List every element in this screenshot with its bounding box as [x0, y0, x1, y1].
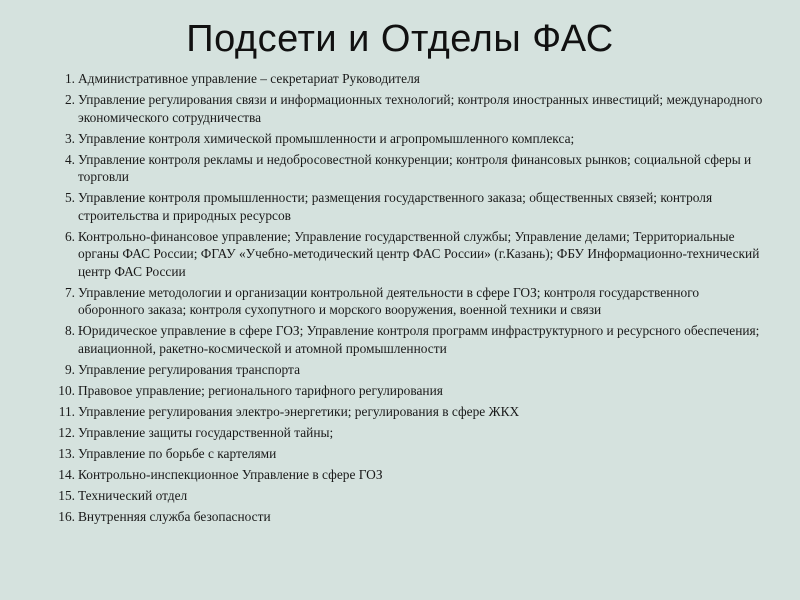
list-item: [28, 70, 768, 88]
list-item-text: Контрольно-финансовое управление; Управление государственной службы; Управление делами; Территориальные органы ФАС России; ФГАУ «Учебно-методический центр ФАС России» (г.Казань); ФБУ Информационно-технический центр ФАС России: [78, 228, 760, 279]
list-item-text: Правовое управление; регионального тарифного регулирования: [78, 383, 443, 399]
list-item: [28, 403, 768, 421]
list-item-text: Юридическое управление в сфере ГОЗ; Управление контроля программ инфраструктурного и ресурсного обеспечения; авиационной, ракетно-космической и атомной промышленности: [78, 323, 760, 357]
list-item-text: Внутренняя служба безопасности: [78, 508, 271, 524]
department-list: [28, 70, 768, 529]
list-item-number-wrap: [28, 130, 78, 148]
list-item-text: Управление контроля промышленности; размещения государственного заказа; общественных связей; контроля строительства и природных ресурсов: [78, 190, 713, 223]
list-item-number: 16.: [58, 508, 75, 524]
list-item-number: 14.: [58, 466, 75, 482]
list-item: [28, 466, 768, 484]
list-item: [28, 189, 768, 224]
list-item-number: 10.: [58, 383, 75, 399]
list-item-number: 9.: [64, 362, 75, 378]
list-item-text: Управление защиты государственной тайны;: [78, 424, 334, 440]
list-item-number-wrap: [28, 284, 78, 302]
list-item-text: Управление по борьбе с картелями: [78, 445, 277, 461]
list-item-text: Управление регулирования связи и информационных технологий; контроля иностранных инвестиций; международного экономического сотрудничества: [78, 91, 763, 125]
list-item-number-wrap: [28, 403, 78, 421]
list-item-number-wrap: [28, 91, 78, 109]
list-item: [28, 361, 768, 379]
list-item-number: 7.: [64, 284, 75, 300]
list-item-number: 15.: [58, 487, 75, 503]
list-item: [28, 424, 768, 442]
list-item-text: Административное управление – секретариат Руководителя: [78, 71, 420, 86]
list-item-text: Технический отдел: [78, 487, 188, 503]
list-item-number-wrap: [28, 424, 78, 442]
list-item: [28, 91, 768, 126]
list-item-text: Управление контроля рекламы и недобросовестной конкуренции; контроля финансовых рынков; социальной сферы и торговли: [78, 151, 752, 185]
list-item-number: 12.: [58, 424, 75, 440]
list-item: [28, 382, 768, 400]
list-item-number: 4.: [64, 151, 75, 167]
list-item: [28, 130, 768, 148]
list-item-number-wrap: [28, 487, 78, 505]
list-item-number-wrap: [28, 189, 78, 207]
list-item-number: 8.: [64, 323, 75, 339]
list-item-number-wrap: [28, 361, 78, 379]
list-item-number-wrap: [28, 151, 78, 169]
list-item-number: 13.: [58, 445, 75, 461]
list-item-number: 11.: [58, 404, 75, 419]
list-item-number-wrap: [28, 445, 78, 463]
list-item-number-wrap: [28, 466, 78, 484]
list-item-text: Управление регулирования транспорта: [78, 362, 301, 378]
list-item: [28, 445, 768, 463]
list-item-text: Управление регулирования электро-энергетики; регулирования в сфере ЖКХ: [78, 404, 520, 419]
list-item-number-wrap: [28, 228, 78, 246]
list-item-text: Управление методологии и организации контрольной деятельности в сфере ГОЗ; контроля государственного оборонного заказа; контроля сухопутного и морского вооружения, военной техники и связи: [78, 284, 700, 318]
list-item: [28, 487, 768, 505]
list-item-text: Контрольно-инспекционное Управление в сфере ГОЗ: [78, 466, 383, 482]
list-item-number: 2.: [64, 91, 75, 107]
list-item: [28, 508, 768, 526]
slide-title: Подсети и Отделы ФАС: [186, 18, 614, 60]
list-item-number-wrap: [28, 70, 78, 88]
list-item-number-wrap: [28, 382, 78, 400]
list-item: [28, 228, 768, 281]
list-item-number-wrap: [28, 508, 78, 526]
list-item-number: 5.: [64, 190, 75, 206]
list-item-text: Управление контроля химической промышленности и агропромышленного комплекса;: [78, 130, 575, 146]
list-item: [28, 284, 768, 319]
list-item-number: 6.: [64, 228, 75, 244]
list-item: [28, 151, 768, 186]
list-item-number: 3.: [64, 130, 75, 146]
list-item-number: 1.: [64, 71, 75, 86]
list-item: [28, 322, 768, 357]
list-item-number-wrap: [28, 322, 78, 340]
